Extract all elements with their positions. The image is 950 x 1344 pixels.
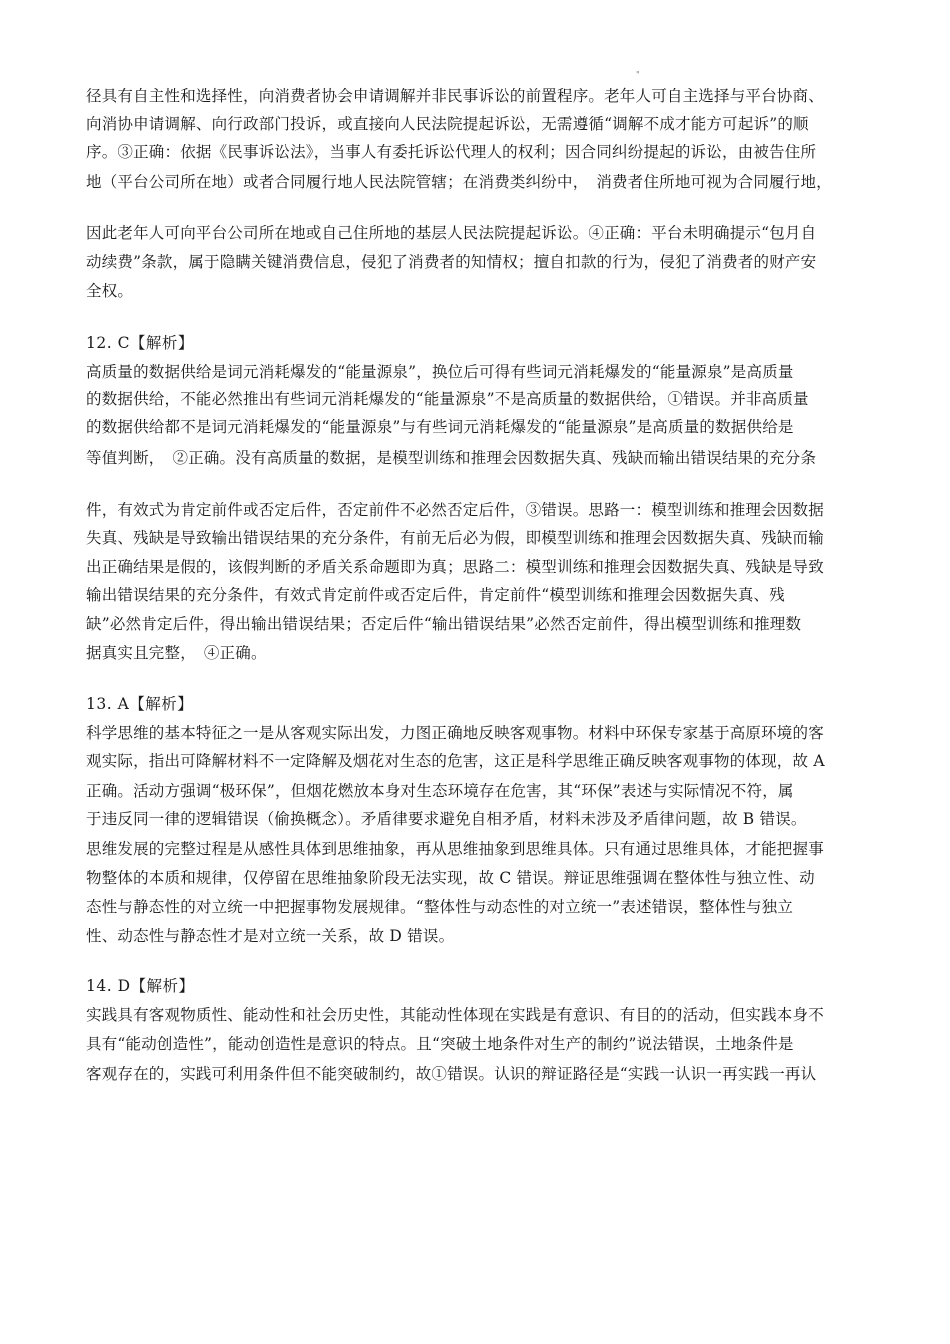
text-line: 地（平台公司所在地）或者合同履行地人民法院管辖；在消费类纠纷中， 消费者住所地可视为合同履行地， — [86, 173, 832, 191]
text-line: 具有“能动创造性”，能动创造性是意识的特点。且“突破土地条件对生产的制约”说法错误，土地条件是 — [86, 1035, 794, 1053]
text-line: 件，有效式为肯定前件或否定后件，否定前件不必然否定后件，③错误。思路一：模型训练和推理会因数据 — [86, 501, 824, 519]
text-line: 失真、残缺是导致输出错误结果的充分条件，有前无后必为假，即模型训练和推理会因数据失真、残缺而输 — [86, 529, 824, 547]
question-heading: 14. D【解析】 — [86, 977, 195, 995]
page-mark: " — [636, 70, 640, 79]
text-line: 于违反同一律的逻辑错误（偷换概念）。矛盾律要求避免自相矛盾，材料未涉及矛盾律问题，故 B 错误。 — [86, 810, 807, 828]
text-line: 高质量的数据供给是词元消耗爆发的“能量源泉”，换位后可得有些词元消耗爆发的“能量源泉”是高质量 — [86, 363, 794, 381]
text-line: 物整体的本质和规律，仅停留在思维抽象阶段无法实现，故 C 错误。辩证思维强调在整体性与独立性、动 — [86, 869, 815, 887]
text-line: 等值判断， ②正确。没有高质量的数据，是模型训练和推理会因数据失真、残缺而输出错误结果的充分条 — [86, 449, 817, 467]
text-line: 径具有自主性和选择性，向消费者协会申请调解并非民事诉讼的前置程序。老年人可自主选择与平台协商、 — [86, 87, 824, 105]
text-line: 正确。活动方强调“极环保”，但烟花燃放本身对生态环境存在危害，其“环保”表述与实际情况不符，属 — [86, 782, 794, 800]
text-line: 客观存在的，实践可利用条件但不能突破制约，故①错误。认识的辩证路径是“实践一认识一再实践一再认 — [86, 1065, 817, 1083]
text-line: 实践具有客观物质性、能动性和社会历史性，其能动性体现在实践是有意识、有目的的活动，但实践本身不 — [86, 1006, 824, 1024]
text-line: 的数据供给都不是词元消耗爆发的“能量源泉”与有些词元消耗爆发的“能量源泉”是高质量的数据供给是 — [86, 418, 794, 436]
text-line: 出正确结果是假的，该假判断的矛盾关系命题即为真；思路二：模型训练和推理会因数据失真、残缺是导致 — [86, 558, 824, 576]
text-line: 据真实且完整， ④正确。 — [86, 644, 267, 662]
text-line: 全权。 — [86, 282, 134, 300]
text-line: 观实际，指出可降解材料不一定降解及烟花对生态的危害，这正是科学思维正确反映客观事物的体现，故 A — [86, 752, 825, 770]
text-line: 的数据供给，不能必然推出有些词元消耗爆发的“能量源泉”不是高质量的数据供给，①错误。并非高质量 — [86, 390, 809, 408]
text-line: 动续费”条款，属于隐瞒关键消费信息，侵犯了消费者的知情权；擅自扣款的行为，侵犯了消费者的财产安 — [86, 253, 817, 271]
text-line: 因此老年人可向平台公司所在地或自己住所地的基层人民法院提起诉讼。④正确：平台未明确提示“包月自 — [86, 224, 817, 242]
text-line: 向消协申请调解、向行政部门投诉，或直接向人民法院提起诉讼，无需遵循“调解不成才能方可起诉”的顺 — [86, 115, 809, 133]
text-line: 性、动态性与静态性才是对立统一关系，故 D 错误。 — [86, 927, 455, 945]
text-line: 序。③正确：依据《民事诉讼法》，当事人有委托诉讼代理人的权利；因合同纠纷提起的诉讼，由被告住所 — [86, 143, 817, 161]
question-heading: 13. A【解析】 — [86, 695, 194, 713]
text-line: 态性与静态性的对立统一中把握事物发展规律。“整体性与动态性的对立统一”表述错误，整体性与独立 — [86, 898, 794, 916]
text-line: 科学思维的基本特征之一是从客观实际出发，力图正确地反映客观事物。材料中环保专家基于高原环境的客 — [86, 724, 824, 742]
text-line: 缺”必然肯定后件，得出输出错误结果；否定后件“输出错误结果”必然否定前件，得出模型训练和推理数 — [86, 615, 802, 633]
text-line: 思维发展的完整过程是从感性具体到思维抽象，再从思维抽象到思维具体。只有通过思维具体，才能把握事 — [86, 840, 824, 858]
question-heading: 12. C【解析】 — [86, 334, 194, 352]
text-line: 输出错误结果的充分条件，有效式肯定前件或否定后件，肯定前件“模型训练和推理会因数据失真、残 — [86, 586, 785, 604]
